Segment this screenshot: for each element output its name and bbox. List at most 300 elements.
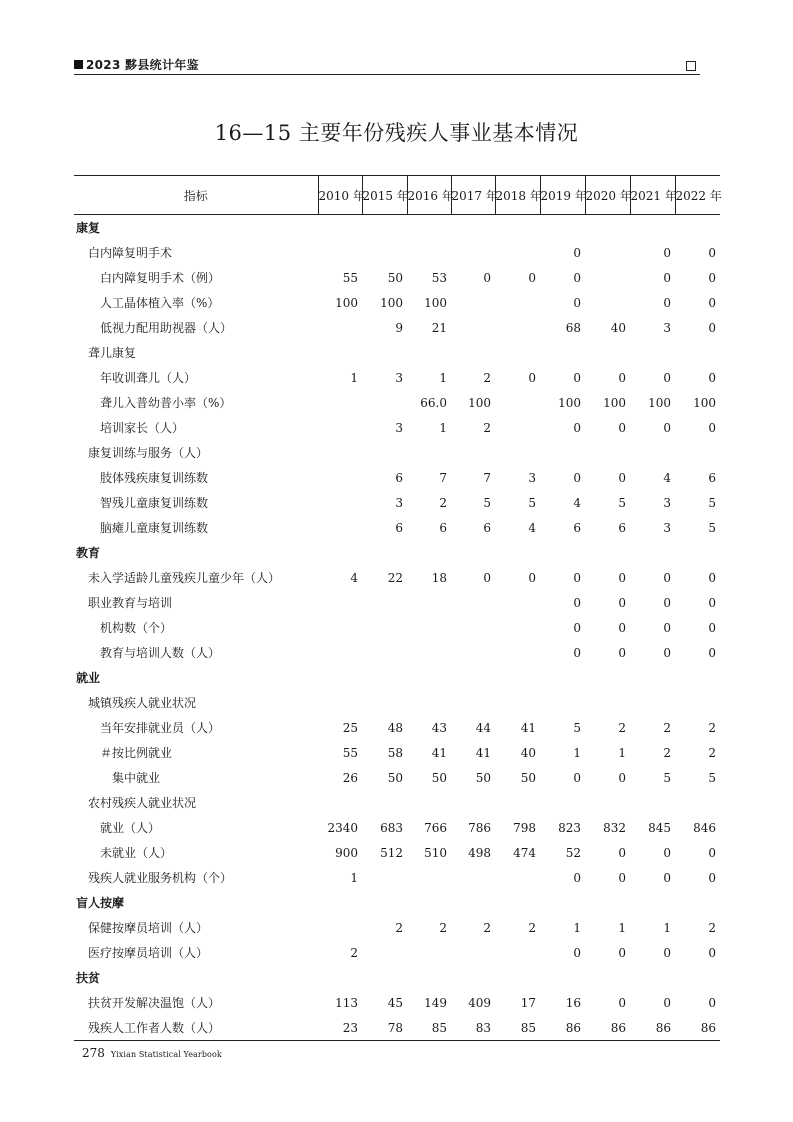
table-cell (585, 540, 630, 565)
table-cell: 0 (708, 370, 716, 385)
indicator-header: 指标 (74, 176, 318, 215)
row-label: 就业（人） (100, 821, 161, 835)
table-cell: 0 (708, 245, 716, 260)
table-cell: 6 (395, 520, 403, 535)
table-cell: 0 (708, 570, 716, 585)
table-cell: 2 (663, 745, 671, 760)
table-cell: 85 (495, 1015, 540, 1041)
table-cell: 0 (618, 470, 626, 485)
table-cell: 2 (483, 370, 491, 385)
table-cell: 50 (520, 770, 536, 785)
table-cell (451, 290, 495, 315)
table-cell: 1 (618, 745, 626, 760)
table-row (74, 515, 720, 540)
table-cell (362, 340, 407, 365)
table-cell (407, 540, 451, 565)
table-cell (585, 290, 630, 315)
table-cell (495, 540, 540, 565)
table-row (74, 690, 720, 715)
table-cell (407, 790, 451, 815)
row-label: 未入学适龄儿童残疾儿童少年（人） (88, 571, 281, 585)
table-cell: 7 (483, 470, 491, 485)
table-row (74, 490, 720, 515)
section-label: 扶贫 (76, 971, 101, 985)
table-cell: 41 (475, 745, 491, 760)
table-cell (675, 215, 720, 241)
table-cell: 0 (663, 870, 671, 885)
table-cell: 50 (387, 770, 403, 785)
table-cell (318, 315, 362, 340)
table-cell: 50 (387, 270, 403, 285)
table-cell (318, 240, 362, 265)
year-header: 2010 年 (318, 176, 362, 215)
table-cell: 55 (342, 745, 358, 760)
table-cell: 2 (350, 945, 358, 960)
table-cell (630, 690, 675, 715)
row-label: 医疗按摩员培训（人） (88, 946, 209, 960)
table-cell (540, 790, 585, 815)
table-cell (630, 215, 675, 241)
table-cell: 5 (708, 770, 716, 785)
square-bullet-icon (74, 60, 83, 69)
table-cell: 2 (708, 920, 716, 935)
table-cell: 17 (520, 995, 536, 1010)
table-cell (451, 340, 495, 365)
table-row (74, 390, 720, 415)
table-cell (585, 690, 630, 715)
table-cell (675, 665, 720, 690)
section-label: 就业 (76, 671, 101, 685)
table-cell (630, 540, 675, 565)
table-cell (630, 965, 675, 990)
row-label: 聋儿入普幼普小率（%） (100, 396, 232, 410)
table-cell: 3 (663, 320, 671, 335)
table-row (74, 240, 720, 265)
table-cell: 2 (439, 920, 447, 935)
table-row (74, 465, 720, 490)
row-label: 保健按摩员培训（人） (88, 921, 209, 935)
table-cell (362, 665, 407, 690)
table-cell: 6 (618, 520, 626, 535)
table-cell: 0 (618, 645, 626, 660)
table-cell (362, 390, 407, 415)
row-label: 肢体残疾康复训练数 (100, 471, 209, 485)
table-cell: 100 (424, 295, 447, 310)
table-cell: 5 (618, 495, 626, 510)
table-cell (495, 690, 540, 715)
table-cell: 1 (618, 920, 626, 935)
table-cell: 766 (424, 820, 447, 835)
table-cell: 409 (468, 995, 491, 1010)
row-label: 集中就业 (112, 771, 161, 785)
table-cell (451, 640, 495, 665)
table-row (74, 615, 720, 640)
table-cell: 0 (483, 570, 491, 585)
table-cell: 0 (483, 270, 491, 285)
table-cell: 1 (573, 920, 581, 935)
table-cell: 0 (708, 595, 716, 610)
row-label: 智残儿童康复训练数 (100, 496, 209, 510)
table-cell (451, 215, 495, 241)
table-cell (540, 440, 585, 465)
row-label: 人工晶体植入率（%） (100, 296, 220, 310)
table-cell: 832 (603, 820, 626, 835)
table-cell (407, 865, 451, 890)
table-cell (675, 440, 720, 465)
table-cell: 66.0 (420, 395, 447, 410)
table-row (74, 815, 720, 840)
table-cell: 83 (451, 1015, 495, 1041)
table-cell: 0 (708, 270, 716, 285)
table-cell (407, 440, 451, 465)
table-cell: 798 (513, 820, 536, 835)
table-row (74, 1015, 720, 1041)
table-cell: 510 (424, 845, 447, 860)
table-cell (407, 215, 451, 241)
table-cell: 5 (483, 495, 491, 510)
table-cell: 5 (708, 520, 716, 535)
table-cell: 3 (663, 520, 671, 535)
table-cell: 68 (565, 320, 581, 335)
table-cell (451, 540, 495, 565)
row-label: 年收训聋儿（人） (100, 371, 197, 385)
table-cell (318, 215, 362, 241)
table-cell: 6 (708, 470, 716, 485)
row-label: 白内障复明手术（例） (100, 271, 221, 285)
table-cell: 1 (350, 870, 358, 885)
table-cell: 0 (573, 945, 581, 960)
table-cell: 9 (395, 320, 403, 335)
table-row (74, 565, 720, 590)
table-row (74, 940, 720, 965)
table-cell: 48 (387, 720, 403, 735)
table-cell (675, 890, 720, 915)
table-cell: 2 (708, 720, 716, 735)
table-cell: 0 (573, 270, 581, 285)
table-cell (540, 540, 585, 565)
year-header: 2015 年 (362, 176, 407, 215)
table-cell: 100 (558, 395, 581, 410)
table-row (74, 765, 720, 790)
row-label: 扶贫开发解决温饱（人） (88, 996, 221, 1010)
table-cell (362, 590, 407, 615)
table-cell (362, 540, 407, 565)
table-cell (362, 940, 407, 965)
table-cell: 0 (663, 245, 671, 260)
table-cell: 0 (663, 595, 671, 610)
table-cell (495, 615, 540, 640)
table-cell: 0 (663, 570, 671, 585)
table-cell: 100 (380, 295, 403, 310)
table-cell (630, 665, 675, 690)
table-cell: 786 (468, 820, 491, 835)
row-label: 白内障复明手术 (88, 246, 173, 260)
row-label: ＃按比例就业 (100, 746, 173, 760)
table-cell: 2 (663, 720, 671, 735)
table-cell: 86 (540, 1015, 585, 1041)
table-cell (495, 390, 540, 415)
table-cell: 26 (342, 770, 358, 785)
table-cell: 0 (618, 870, 626, 885)
row-label: 低视力配用助视器（人） (100, 321, 233, 335)
table-cell (675, 965, 720, 990)
table-cell: 4 (528, 520, 536, 535)
table-cell (540, 665, 585, 690)
table-cell (318, 415, 362, 440)
table-cell: 0 (528, 370, 536, 385)
table-cell: 0 (618, 845, 626, 860)
table-cell (362, 865, 407, 890)
table-cell: 0 (663, 645, 671, 660)
table-cell: 0 (573, 245, 581, 260)
year-header: 2016 年 (407, 176, 451, 215)
table-cell: 1 (663, 920, 671, 935)
section-row (74, 665, 720, 690)
table-cell: 4 (663, 470, 671, 485)
table-cell: 0 (618, 945, 626, 960)
table-row (74, 415, 720, 440)
table-cell: 86 (675, 1015, 720, 1041)
table-cell: 2 (528, 920, 536, 935)
table-cell (362, 690, 407, 715)
table-cell: 0 (663, 270, 671, 285)
table-row (74, 790, 720, 815)
table-cell: 0 (573, 470, 581, 485)
table-row (74, 840, 720, 865)
table-cell (407, 615, 451, 640)
table-row (74, 290, 720, 315)
table-cell (407, 690, 451, 715)
table-cell: 5 (528, 495, 536, 510)
table-cell (585, 340, 630, 365)
table-cell (407, 240, 451, 265)
table-cell: 0 (573, 645, 581, 660)
table-cell: 823 (558, 820, 581, 835)
table-cell: 0 (708, 870, 716, 885)
table-row (74, 915, 720, 940)
table-cell: 5 (708, 495, 716, 510)
table-cell: 1 (439, 370, 447, 385)
table-cell (540, 965, 585, 990)
table-cell: 0 (528, 570, 536, 585)
table-cell: 846 (693, 820, 716, 835)
table-cell (318, 490, 362, 515)
table-row (74, 990, 720, 1015)
table-cell (318, 615, 362, 640)
table-cell: 0 (663, 995, 671, 1010)
table-cell: 6 (439, 520, 447, 535)
table-row (74, 265, 720, 290)
table-cell (318, 540, 362, 565)
table-cell: 3 (395, 370, 403, 385)
table-cell: 0 (663, 420, 671, 435)
section-row (74, 890, 720, 915)
table-cell: 0 (573, 295, 581, 310)
table-cell (495, 940, 540, 965)
table-row (74, 340, 720, 365)
table-cell (630, 440, 675, 465)
table-cell (451, 665, 495, 690)
table-cell (451, 590, 495, 615)
table-cell: 4 (350, 570, 358, 585)
table-cell: 0 (573, 570, 581, 585)
table-cell: 2 (483, 920, 491, 935)
page-number: 278 (82, 1046, 105, 1060)
table-cell: 23 (318, 1015, 362, 1041)
table-cell (362, 215, 407, 241)
table-row (74, 715, 720, 740)
table-cell: 7 (439, 470, 447, 485)
table-cell (630, 790, 675, 815)
table-cell: 0 (663, 945, 671, 960)
row-label: 残疾人就业服务机构（个） (88, 871, 233, 885)
table-row (74, 640, 720, 665)
table-cell (451, 940, 495, 965)
table-cell (318, 440, 362, 465)
table-cell: 18 (431, 570, 447, 585)
table-title: 16—15 主要年份残疾人事业基本情况 (214, 121, 579, 145)
table-cell: 2340 (327, 820, 358, 835)
table-cell (585, 440, 630, 465)
table-cell: 0 (618, 770, 626, 785)
table-cell: 0 (663, 845, 671, 860)
year-header: 2020 年 (585, 176, 630, 215)
table-cell (407, 940, 451, 965)
table-cell: 86 (630, 1015, 675, 1041)
table-cell: 0 (708, 295, 716, 310)
table-row (74, 315, 720, 340)
table-cell (362, 890, 407, 915)
table-cell: 6 (573, 520, 581, 535)
table-cell: 100 (335, 295, 358, 310)
table-cell (495, 440, 540, 465)
table-cell (318, 590, 362, 615)
table-cell (540, 215, 585, 241)
row-label: 当年安排就业员（人） (100, 721, 221, 735)
section-row (74, 965, 720, 990)
table-cell (585, 890, 630, 915)
year-header: 2022 年 (675, 176, 720, 215)
table-cell: 2 (439, 495, 447, 510)
table-cell (540, 890, 585, 915)
table-cell (630, 890, 675, 915)
table-cell (495, 340, 540, 365)
table-cell: 40 (520, 745, 536, 760)
table-cell (495, 865, 540, 890)
table-cell: 3 (395, 420, 403, 435)
table-cell (675, 790, 720, 815)
row-label: 培训家长（人） (100, 421, 185, 435)
table-cell: 50 (431, 770, 447, 785)
table-cell: 3 (395, 495, 403, 510)
table-cell (540, 340, 585, 365)
table-cell (318, 690, 362, 715)
section-row (74, 540, 720, 565)
table-cell: 55 (342, 270, 358, 285)
table-cell: 58 (387, 745, 403, 760)
table-cell: 2 (618, 720, 626, 735)
table-cell (495, 590, 540, 615)
table-cell: 1 (439, 420, 447, 435)
table-cell (318, 465, 362, 490)
table-cell (318, 965, 362, 990)
table-cell (585, 665, 630, 690)
table-cell: 0 (663, 620, 671, 635)
table-row (74, 440, 720, 465)
table-cell: 0 (573, 420, 581, 435)
table-cell: 0 (573, 370, 581, 385)
year-header: 2019 年 (540, 176, 585, 215)
table-cell (407, 640, 451, 665)
table-row (74, 740, 720, 765)
table-cell: 900 (335, 845, 358, 860)
table-cell (318, 515, 362, 540)
table-cell: 5 (663, 770, 671, 785)
table-cell: 40 (610, 320, 626, 335)
table-cell: 0 (618, 595, 626, 610)
table-cell (675, 540, 720, 565)
table-cell: 6 (483, 520, 491, 535)
table-cell: 21 (431, 320, 447, 335)
table-cell (451, 890, 495, 915)
table-cell: 0 (573, 870, 581, 885)
table-cell (451, 865, 495, 890)
section-row (74, 215, 720, 241)
table-cell (495, 290, 540, 315)
table-cell: 85 (407, 1015, 451, 1041)
table-cell (585, 240, 630, 265)
table-cell: 0 (708, 645, 716, 660)
table-cell (362, 440, 407, 465)
table-cell: 498 (468, 845, 491, 860)
section-label: 康复 (76, 221, 101, 235)
row-label: 机构数（个） (100, 621, 173, 635)
table-cell (495, 240, 540, 265)
table-cell (318, 790, 362, 815)
table-cell: 0 (708, 420, 716, 435)
table-cell (495, 965, 540, 990)
table-cell: 52 (565, 845, 581, 860)
table-header-row (74, 176, 720, 215)
table-cell (585, 965, 630, 990)
table-cell (407, 965, 451, 990)
statistics-table (74, 175, 720, 1041)
section-label: 盲人按摩 (76, 896, 125, 910)
table-cell: 683 (380, 820, 403, 835)
table-cell: 0 (708, 620, 716, 635)
table-cell: 4 (573, 495, 581, 510)
table-cell (407, 890, 451, 915)
table-body (74, 215, 720, 1041)
table-cell: 41 (520, 720, 536, 735)
table-row (74, 365, 720, 390)
table-cell (362, 640, 407, 665)
table-cell (318, 915, 362, 940)
table-cell: 6 (395, 470, 403, 485)
table-cell: 1 (350, 370, 358, 385)
table-row (74, 590, 720, 615)
table-cell (451, 315, 495, 340)
table-cell: 2 (395, 920, 403, 935)
table-cell: 44 (475, 720, 491, 735)
row-label: 未就业（人） (100, 846, 173, 860)
table-cell: 0 (618, 620, 626, 635)
book-title-text: 2023 黟县统计年鉴 (86, 58, 199, 72)
table-cell (495, 790, 540, 815)
page-footer (82, 1045, 222, 1063)
table-cell: 149 (424, 995, 447, 1010)
table-cell: 0 (573, 595, 581, 610)
